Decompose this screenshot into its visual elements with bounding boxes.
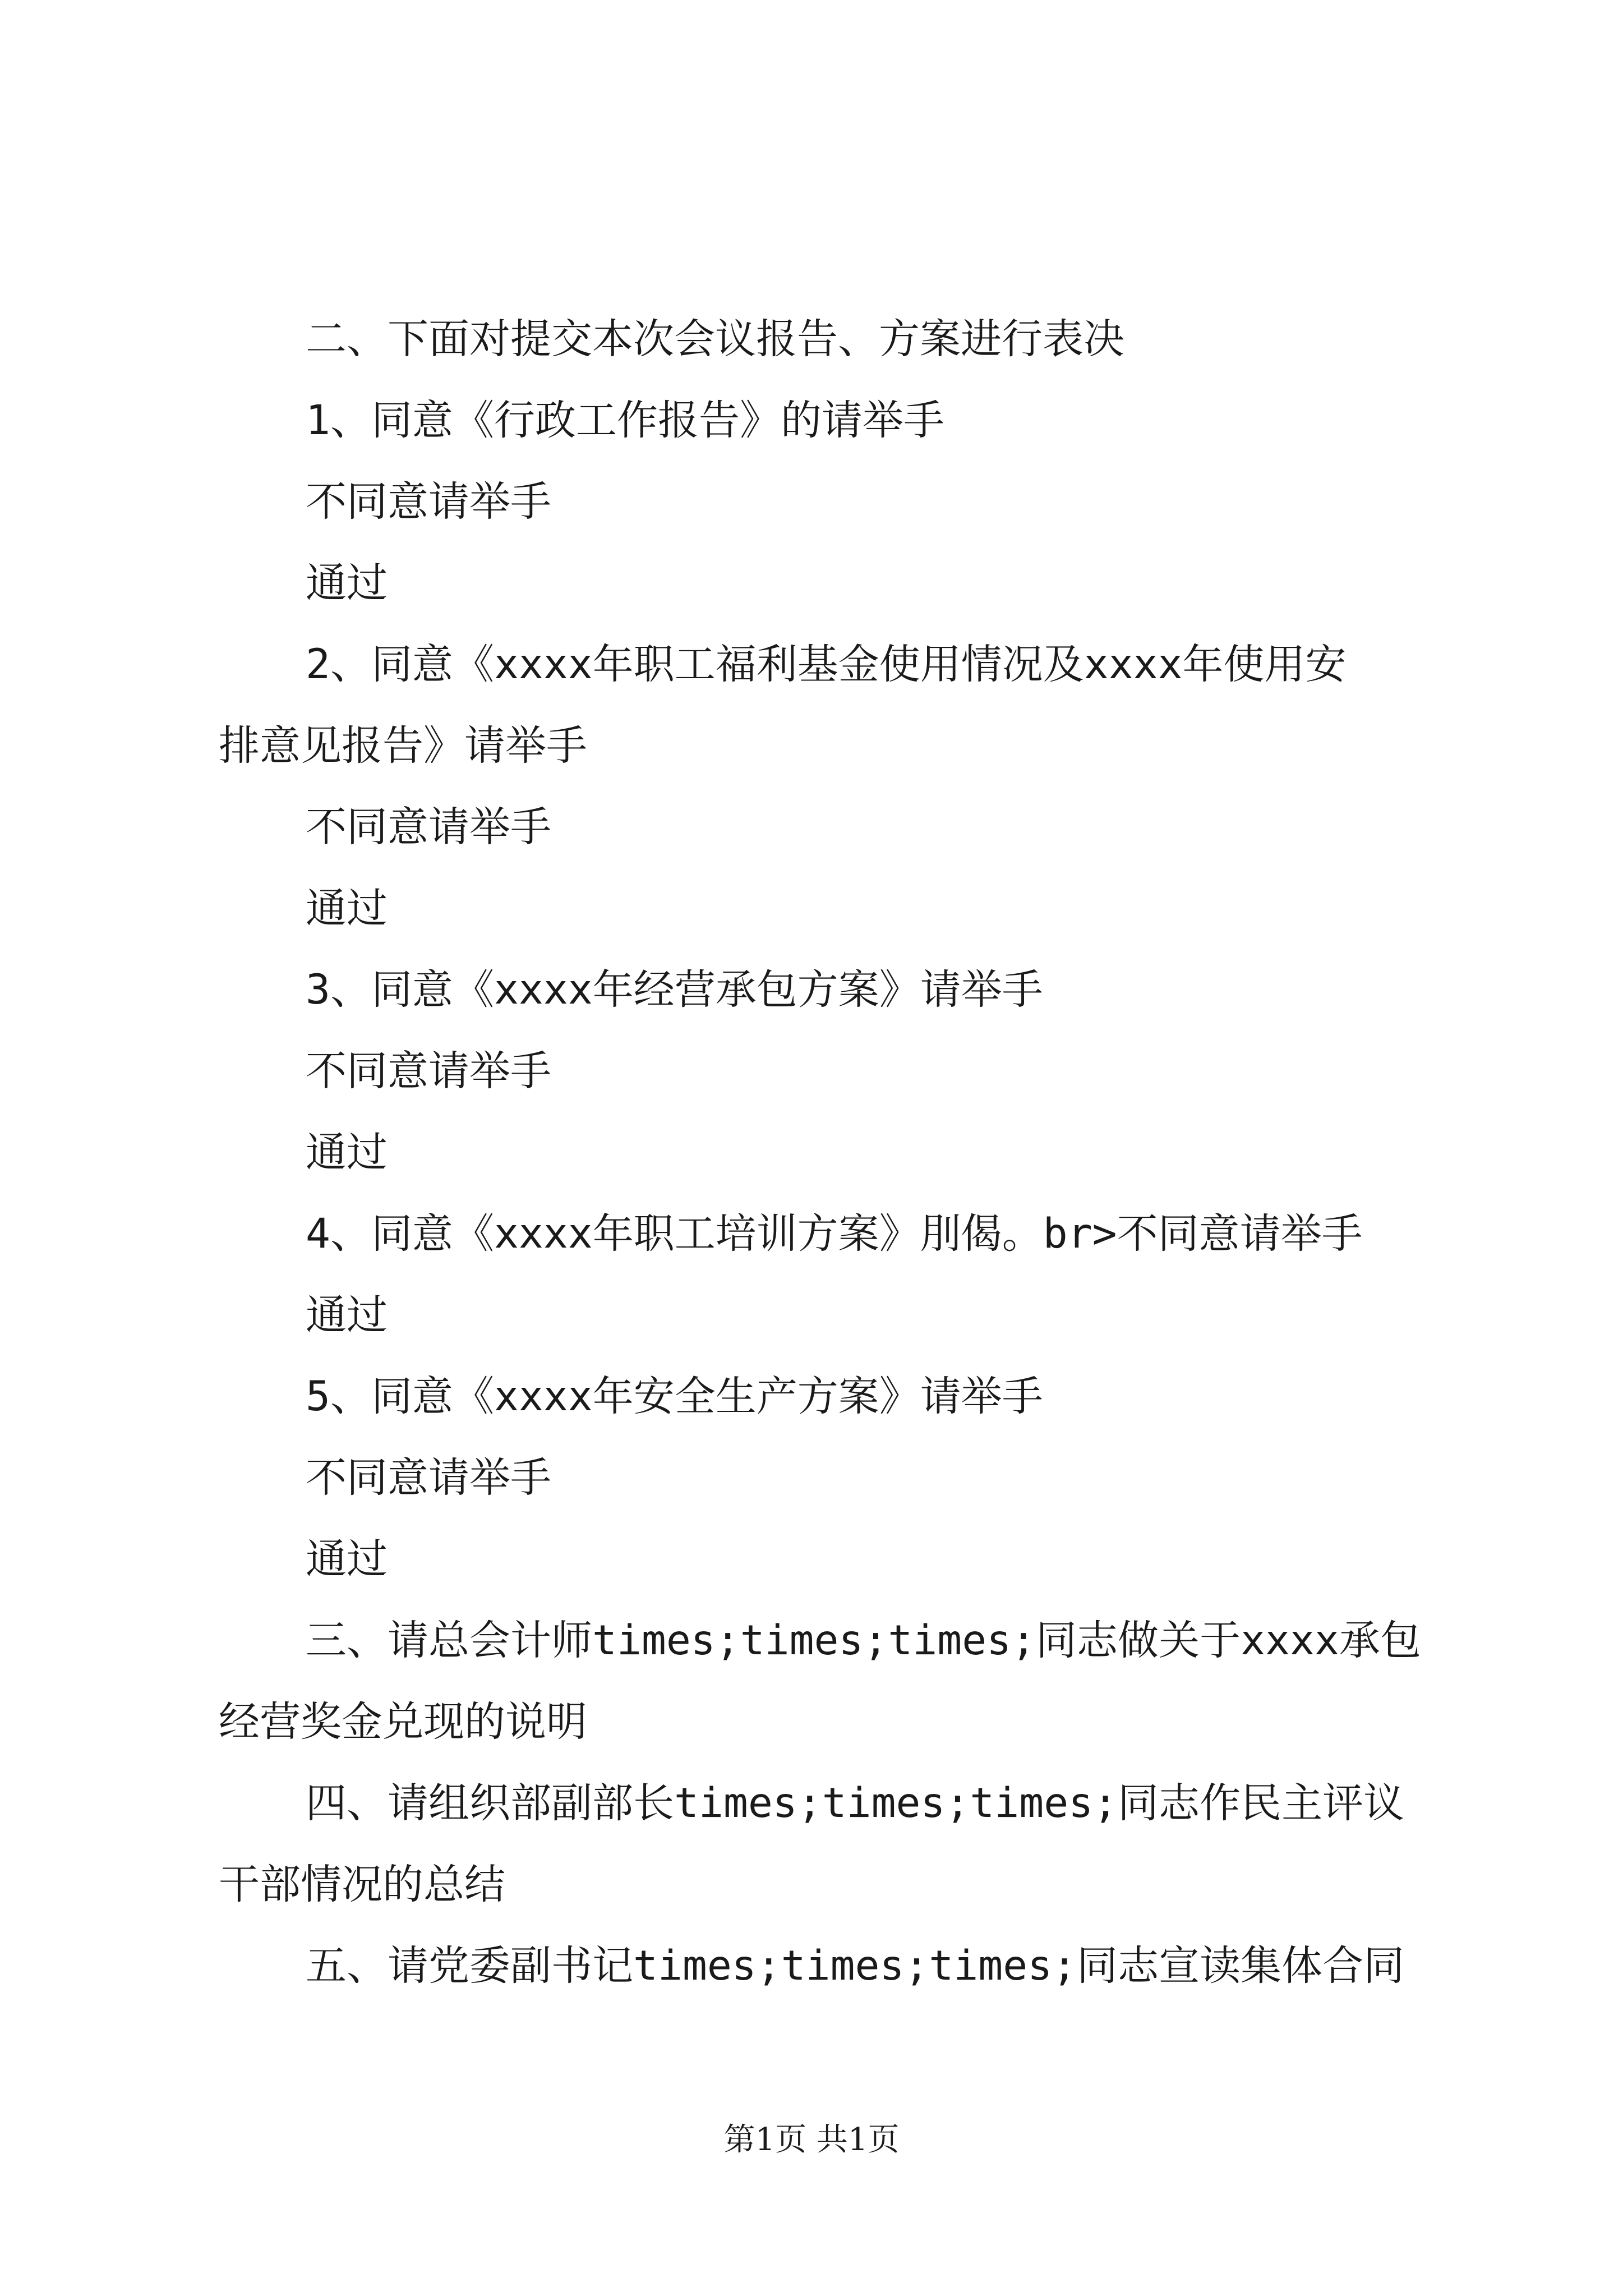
vote-item-4-passed: 通过	[306, 1291, 388, 1339]
vote-item-5-passed: 通过	[306, 1535, 388, 1583]
vote-item-4: 4、同意《xxxx年职工培训方案》刖偈。br>不同意请举手	[306, 1210, 1363, 1258]
section-four-continued: 干部情况的总结	[219, 1861, 505, 1908]
section-three: 三、请总会计师times;times;times;同志做关于xxxx承包	[306, 1617, 1421, 1664]
section-three-continued: 经营奖金兑现的说明	[219, 1698, 587, 1746]
vote-item-3-oppose: 不同意请举手	[306, 1047, 551, 1095]
vote-item-1-oppose: 不同意请举手	[306, 478, 551, 526]
section-five: 五、请党委副书记times;times;times;同志宣读集体合同	[306, 1942, 1405, 1990]
vote-item-2-passed: 通过	[306, 885, 388, 932]
page-number-footer: 第1页 共1页	[723, 2122, 900, 2158]
vote-item-1-passed: 通过	[306, 559, 388, 607]
vote-item-3: 3、同意《xxxx年经营承包方案》请举手	[306, 966, 1043, 1014]
vote-item-2-oppose: 不同意请举手	[306, 803, 551, 851]
vote-item-1: 1、同意《行政工作报告》的请举手	[306, 397, 944, 444]
section-four: 四、请组织部副部长times;times;times;同志作民主评议	[306, 1779, 1405, 1827]
vote-item-2-continued: 排意见报告》请举手	[219, 722, 587, 770]
vote-item-5: 5、同意《xxxx年安全生产方案》请举手	[306, 1373, 1043, 1420]
section-two-heading: 二、下面对提交本次会议报告、方案进行表决	[306, 315, 1124, 363]
vote-item-5-oppose: 不同意请举手	[306, 1454, 551, 1502]
vote-item-2: 2、同意《xxxx年职工福利基金使用情况及xxxx年使用安	[306, 641, 1347, 688]
vote-item-3-passed: 通过	[306, 1129, 388, 1176]
